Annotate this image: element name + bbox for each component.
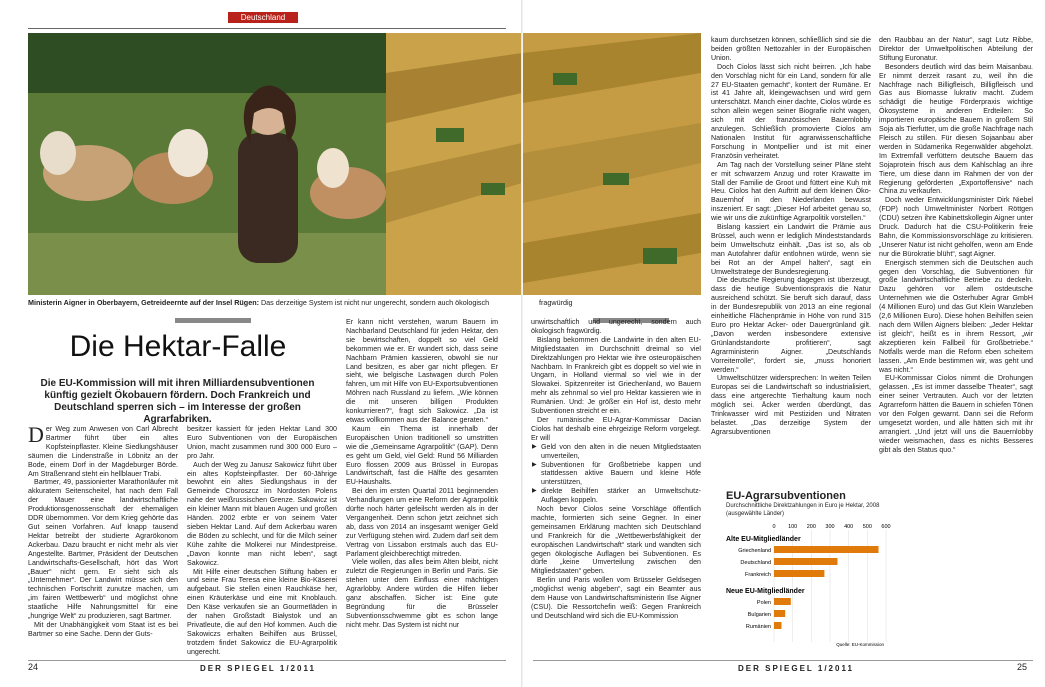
category-label: Polen xyxy=(756,600,771,606)
dropcap: D xyxy=(28,422,44,447)
article-column-6 xyxy=(879,36,1033,455)
category-label: Griechenland xyxy=(738,548,771,554)
footer-rule xyxy=(533,660,1033,661)
right-page xyxy=(523,0,1045,687)
paragraph: er Weg zum Anwesen von Carl Albrecht Bartmer führt über ein altes Kopfsteinpflaster. Kleine Siedlungshäuser säumen die Lindenstraße in Löbnitz an der Bode, einem Dorf in der Magdeburger Börde. Am Straßenrand steht ein hellblauer Trabi. xyxy=(28,425,178,478)
paragraph: EU-Kommissar Ciolos nimmt die Drohungen gelassen. „Es ist immer dasselbe Theater“, sagt einer seiner Vertrauten. Auch vor der letzten Agrarreform hätten die Bauern in schiefen Tönen vor den Folgen gewarnt. Dann sei die Reform umgesetzt worden, und alle hätten sich mit ihr arrangiert. „Und jetzt will uns die Bauernlobby wieder weismachen, dass es nichts Besseres gibt als den Status quo.“ xyxy=(879,374,1033,454)
paragraph: Bislang kassiert ein Landwirt die Prämie aus Brüssel, auch wenn er lediglich Mindeststandards beim Umweltschutz einhält. „Das ist so, als ob man Autofahrer dafür entlohnen würde, wenn sie bei Rot an der Ampel halten“, sagt ein Umweltstratege der Bundesregierung. xyxy=(711,223,871,276)
deck: Die EU-Kommission will mit ihren Milliardensubventionen künftig gezielt Ökobauern fördern. Doch Frankreich und Deutschland sperren sich – im Interesse der großen Agrarfabriken. xyxy=(40,378,315,425)
paragraph: Auch der Weg zu Janusz Sakowicz führt über ein altes Kopfsteinpflaster. Der 60-Jährige bewohnt ein altes Siedlungshaus in der Gemeinde Choroszcz im Nordosten Polens nahe der weißrussischen Grenze. Sakowicz ist ein kleiner Mann mit blauen Augen und großen Händen. 2002 erbte er von seinem Vater sieben Hektar Land. Auf dem Ackerbau waren die Böden zu schlecht, und für die Milch seiner Kühe zahlte die Molkerei nur Mindestpreise. „Davon konnte man nicht leben“, sagt Sakowicz. xyxy=(187,460,337,567)
bar xyxy=(774,570,824,577)
photo-caption xyxy=(28,298,508,307)
paragraph: Mit der Unabhängigkeit vom Staat ist es bei Bartmer so eine Sache. Denn der Guts- xyxy=(28,620,178,638)
chart-plot xyxy=(726,520,891,650)
bullet-item: ▶ direkte Beihilfen stärker an Umweltschutz-Auflagen koppeln. xyxy=(541,487,701,505)
bar xyxy=(774,546,879,553)
chart-subtitle: Durchschnittliche Direktzahlungen in Euro je Hektar, 2008 (ausgewählte Länder) xyxy=(726,503,880,517)
chart-title: EU-Agrarsubventionen xyxy=(726,490,846,502)
paragraph: Kaum ein Thema ist innerhalb der Europäischen Union traditionell so umstritten wie die „Gemeinsame Agrarpolitik“ (GAP). Denn es geht um Geld, viel Geld: Rund 56 Milliarden Euro flossen 2009 aus Brüssel in Europas Landwirtschaft, fast die Hälfte des gesamten EU-Haushalts. xyxy=(346,424,498,487)
paragraph: Doch Ciolos lässt sich nicht beirren. „Ich habe den Vorschlag nicht für ein Land, sondern für alle 27 EU-Staaten gemacht“, kontert der Rumäne. Er ist 41 Jahre alt, kleingewachsen und wird gern unterschätzt. Manch einer dachte, Ciolos würde es schon allein wegen seiner Biografie nicht wagen, sich mit der französischen Bauernlobby anzulegen. Schließlich promovierte Ciolos am Nationalen Institut für agrarwissenschaftliche Forschung in Montpellier und ist mit einer Französin verheiratet. xyxy=(711,62,871,160)
photo-harvest-right xyxy=(523,33,701,295)
tick-label: 200 xyxy=(806,524,816,530)
paragraph: Am Tag nach der Vorstellung seiner Pläne steht er mit schwarzem Anzug und roter Krawatte im Stall der Familie de Groot und füttert eine Kuh mit Heu. Ciolos hat den Auftritt auf dem kleinen Öko-Bauernhof in den Niederlanden bewusst inszeniert. Er sagt: „Dieser Hof arbeitet genau so, wie wir uns die zukünftige Agrarpolitik vorstellen.“ xyxy=(711,160,871,223)
paragraph: Die deutsche Regierung dagegen ist überzeugt, dass die heutige Subventionspraxis die Natur ausreichend schützt. Sie beruft sich darauf, dass in der Bundesrepublik von 2013 an eine regional einheitliche Flächenprämie in Höhe von rund 315 Euro pro Hektar Acker- oder Dauergrünland gilt. „Davon werden insbesondere extensive Grünlandstandorte profitieren“, sagt Agrarministerin Aigner. „Deutschlands Vorreiterrolle“, fordert sie, „muss honoriert werden.“ xyxy=(711,276,871,374)
paragraph: Doch weder Entwicklungsminister Dirk Niebel (FDP) noch Umweltminister Norbert Röttgen (CDU) setzen ihre Kabinettskollegin Aigner unter Druck. Dadurch hat die CSU-Politikerin freie Bahn, die Kommissionsvorschläge zu kritisieren. „Unserer Natur ist nicht geholfen, wenn am Ende nur die Bürokratie blüht“, sagt Aigner. xyxy=(879,196,1033,258)
bar xyxy=(774,622,781,629)
tick-label: 500 xyxy=(862,524,872,530)
footer-masthead: DER SPIEGEL 1/2011 xyxy=(200,664,316,673)
caption-text: Das derzeitige System ist nicht nur ungerecht, sondern auch ökologisch xyxy=(258,298,490,307)
tick-label: 300 xyxy=(825,524,835,530)
paragraph: kaum durchsetzen können, schließlich sind sie die beiden größten Nettozahler in der Europäischen Union. xyxy=(711,36,871,62)
footer-rule xyxy=(28,660,506,661)
photo-harvest-left xyxy=(386,33,522,295)
paragraph: Er kann nicht verstehen, warum Bauern im Nachbarland Deutschland für jeden Hektar, den sie bewirtschaften, doppelt so viel Geld bekommen wie er. Er wundert sich, dass seine Nachbarn Prämien kassieren, obwohl sie nur Land besitzen, es aber gar nicht pflegen. Er sieht, wie belgische Lastwagen durch Polen fahren, um mit Hilfe von EU-Exportsubventionen Möhren nach Russland zu liefern. „Wie können die mit unseren billigen Produkten konkurrieren?“, fragt sich Sakowicz. „Da ist etwas vollkommen aus der Balance geraten.“ xyxy=(346,318,498,424)
footer-masthead: DER SPIEGEL 1/2011 xyxy=(738,664,854,673)
paragraph: unwirtschaftlich und ungerecht, sondern auch ökologisch fragwürdig. xyxy=(531,318,701,335)
paragraph: besitzer kassiert für jeden Hektar Land 300 Euro Subventionen von der Europäischen Union, macht zusammen rund 300 000 Euro – pro Jahr. xyxy=(187,425,337,460)
paragraph: Berlin und Paris wollen vom Brüsseler Geldsegen „möglichst wenig abgeben“, sagt ein Beamter aus dem Hause von Landwirtschaftsministerin Ilse Aigner (CSU). Die Ressortchefin weiß: Gegen Frankreich und Deutschland wird sich die EU-Kommission xyxy=(531,576,701,620)
group-label: Alte EU-Mitgliedländer xyxy=(726,536,801,543)
page-number: 25 xyxy=(1017,662,1028,672)
tick-label: 400 xyxy=(844,524,854,530)
category-label: Deutschland xyxy=(740,560,771,566)
gray-rule xyxy=(175,318,251,323)
paragraph: Energisch stemmen sich die Deutschen auch gegen den Vorschlag, die Subventionen für große landwirtschaftliche Betriebe zu deckeln. Dazu gehören vor allem ostdeutsche Unternehmen wie die Osterhuber Agrar GmbH (4 Millionen Euro) und das Gut Klein Wanzleben (2,6 Millionen Euro). Diese hohen Beihilfen seien nach dem Willen Aigners bleiben: „Jeder Hektar ist gleich“, heißt es in ihrem Ressort, „wir akzeptieren kein Fallbeil für Großbetriebe.“ Notfalls werde man die Reform eben scheitern lassen. „Am Ende bestimmen wir, was geht und was nicht.“ xyxy=(879,258,1033,374)
group-label: Neue EU-Mitgliedländer xyxy=(726,588,805,595)
article-column-4 xyxy=(531,318,701,621)
tick-label: 0 xyxy=(772,524,776,530)
article-column-2 xyxy=(187,425,337,657)
paragraph: Noch bevor Ciolos seine Vorschläge öffentlich machte, formierten sich seine Gegner. In einer gemeinsamen Erklärung machten sich Deutschland und Frankreich für die „Wettbewerbsfähigkeit der europäischen Landwirtschaft“ stark und wandten sich gegen ökologische Auflagen bei Subventionen. Es dürfe „keine Umverteilung zwischen den Mitgliedstaaten“ geben. xyxy=(531,505,701,576)
bullet-item: ▶ Geld von den alten in die neuen Mitgliedstaaten umverteilen, xyxy=(541,443,701,461)
category-label: Rumänien xyxy=(745,624,771,630)
bar xyxy=(774,598,791,605)
top-rule xyxy=(28,28,506,29)
paragraph: Bislang bekommen die Landwirte in den alten EU-Mitgliedstaaten im Durchschnitt dreimal so viel Direktzahlungen pro Hektar wie ihre osteuropäischen Nachbarn. In Frankreich gibt es doppelt so viel wie in Ungarn, in Holland viermal so viel wie in der Slowakei. Spitzenreiter ist Griechenland, wo Bauern mehr als zehnmal so viel pro Hektar kassieren wie in Rumänien. Und: Je größer ein Hof ist, desto mehr Subventionen streicht er ein. xyxy=(531,335,701,416)
bar xyxy=(774,558,837,565)
paragraph: Viele wollen, das alles beim Alten bleibt, nicht zuletzt die Regierungen in Berlin und Paris. Sie stehen unter dem Einfluss einer mächtigen Agrarlobby. Andere würden die Hilfen lieber ganz abschaffen. Sicher ist: Eine gute Begründung für die Brüsseler Subventionsschwemme gibt es schon lange nicht mehr. Das System ist nicht nur xyxy=(346,558,498,629)
caption-bold: Ministerin Aigner in Oberbayern, Getreideernte auf der Insel Rügen: xyxy=(28,298,259,307)
bullet-item: ▶ Subventionen für Großbetriebe kappen und stattdessen aktive Bauern und kleine Höfe unterstützen, xyxy=(541,461,701,488)
tick-label: 600 xyxy=(881,524,891,530)
article-column-3 xyxy=(346,318,498,630)
category-label: Frankreich xyxy=(745,572,771,578)
left-page xyxy=(0,0,522,687)
paragraph: Mit Hilfe einer deutschen Stiftung haben er und seine Frau Teresa eine kleine Bio-Käserei aufgebaut. Sie stellen einen Rauchkäse her, einen Kräuterkäse und eine mit Knoblauch. Den Käse verkaufen sie an Gourmetläden in der nahen Großstadt Białystok und an Privatleute, die auf den Hof kommen. Auch die Sakowiczs erhalten Beihilfen aus Brüssel, trotzdem findet Sakowicz die EU-Agrarpolitik ungerecht. xyxy=(187,567,337,656)
bar xyxy=(774,610,785,617)
tick-label: 100 xyxy=(788,524,798,530)
paragraph: Bartmer, 49, passionierter Marathonläufer mit akkuratem Seitenscheitel, hat nach dem Fall der Mauer eine landwirtschaftliche Produktionsgenossenschaft der ehemaligen DDR übernommen. Vor dem Krieg gehörte das Gut seinen Vorfahren. Auf knapp tausend Hektar betreibt der studierte Agrarökonom Ackerbau. Dazu braucht er nicht mehr als vier Angestellte. Bartmer, Präsident der Deutschen Landwirtschafts-Gesellschaft, hört das Wort „Bauer“ nicht gern. Er sieht sich als „Unternehmer“. Der Landwirt müsse sich den technischen Fortschritt zunutze machen, um „im fairen Wettbewerb“ und möglichst ohne staatliche Hilfe Nahrungsmittel für eine „hungrige Welt“ zu produzieren, sagt Bartmer. xyxy=(28,478,178,621)
paragraph: Bei den im ersten Quartal 2011 beginnenden Verhandlungen um eine Reform der Agrarpolitik dürfte noch härter gefeilscht werden als in der Vergangenheit. Denn schon jetzt zeichnet sich ab, dass von 2014 an insgesamt weniger Geld zur Verfügung stehen wird. Zudem darf seit dem Vertrag von Lissabon erstmals auch das EU-Parlament gleichberechtigt mitreden. xyxy=(346,487,498,558)
paragraph: Der rumänische EU-Agrar-Kommissar Dacian Ciolos hat deshalb eine ehrgeizige Reform vorgelegt. Er will xyxy=(531,415,701,442)
headline: Die Hektar-Falle xyxy=(69,330,287,363)
subsidy-chart xyxy=(726,490,891,658)
article-column-1 xyxy=(28,422,178,639)
reform-bullets xyxy=(531,443,701,505)
article-column-5 xyxy=(711,36,871,437)
photo-caption-cont: fragwürdig xyxy=(539,298,573,307)
chart-source: Quelle: EU-Kommission xyxy=(836,642,884,647)
section-label: Deutschland xyxy=(228,12,298,23)
page-number: 24 xyxy=(28,662,39,672)
photo-minister-with-cows xyxy=(28,33,386,295)
paragraph: Umweltschützer widersprechen: In weiten Teilen Europas sei die Landwirtschaft so industrialisiert, dass eine artgerechte Tierhaltung kaum noch möglich sei. Äcker werden überdüngt, das Trinkwasser wird mit Pestiziden und Nitraten belastet. „Das derzeitige System der Agrarsubventionen xyxy=(711,374,871,436)
paragraph: den Raubbau an der Natur“, sagt Lutz Ribbe, Direktor der Umweltpolitischen Abteilung der Stiftung Euronatur. xyxy=(879,36,1033,62)
category-label: Bulgarien xyxy=(747,612,771,618)
paragraph: Besonders deutlich wird das beim Maisanbau. Er nimmt derzeit rasant zu, weil ihn die Nachfrage nach Billigfleisch, Billigfleisch und Gas aus Biomasse lukrativ macht. Zudem schädigt die heutige Förderpraxis wichtige Ökosysteme in anderen Erdteilen: So importieren europäische Bauern in großem Stil Soja als Tierfutter, um die große Nachfrage nach Fleisch zu stillen. Für diesen Sojaanbau aber werden in Südamerika Regenwälder abgeholzt. Im Extremfall verfüttern deutsche Bauern das Sojaprotein frisch aus dem Kahlschlag an ihre Tiere, um diese dann im Rahmen der von der Regierung geförderten „Exportoffensive“ nach China zu verkaufen. xyxy=(879,62,1033,196)
